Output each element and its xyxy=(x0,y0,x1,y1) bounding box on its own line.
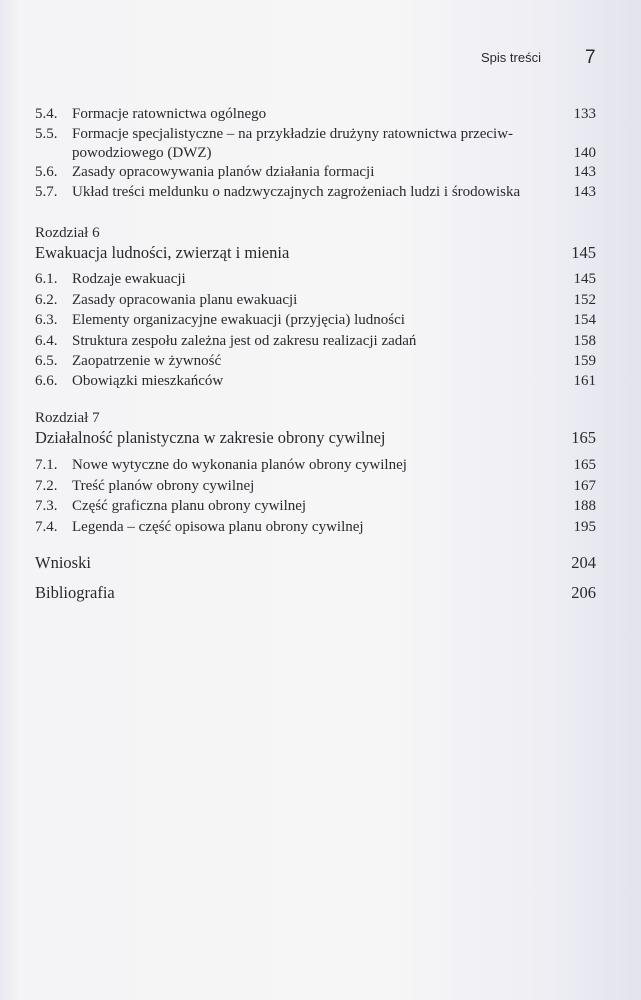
entry-title: Struktura zespołu zależna jest od zakresu realizacji zadań xyxy=(72,333,417,349)
chapter-title: Ewakuacja ludności, zwierząt i mienia xyxy=(35,243,290,262)
entry-title: Rodzaje ewakuacji xyxy=(72,271,186,287)
toc-entry xyxy=(35,476,596,496)
header-page-number: 7 xyxy=(585,47,596,68)
toc-entry xyxy=(35,371,596,391)
entry-title: Układ treści meldunku o nadzwyczajnych zagrożeniach ludzi i środowiska xyxy=(72,184,521,200)
entry-page: 165 xyxy=(573,457,596,473)
toc-entry xyxy=(35,124,596,144)
conclusions-page: 204 xyxy=(571,553,596,572)
entry-title: Część graficzna planu obrony cywilnej xyxy=(72,498,307,514)
entry-number: 5.7. xyxy=(35,184,58,200)
entry-page: 145 xyxy=(573,271,596,287)
toc-entry xyxy=(35,290,596,310)
entry-page: 159 xyxy=(573,353,596,369)
entry-number: 5.6. xyxy=(35,164,58,180)
entry-title: Formacje ratownictwa ogólnego xyxy=(72,106,267,122)
toc-entry xyxy=(35,331,596,351)
entry-page: 161 xyxy=(573,373,596,389)
toc-entry xyxy=(35,310,596,330)
entry-page: 140 xyxy=(573,145,596,161)
entry-page: 143 xyxy=(573,184,596,200)
entry-number: 7.2. xyxy=(35,478,58,494)
toc-bibliography xyxy=(35,583,596,603)
toc-entry xyxy=(35,104,596,124)
entry-title: Elementy organizacyjne ewakuacji (przyjęcia) ludności xyxy=(72,312,405,328)
toc-entry xyxy=(35,517,596,537)
entry-title: Zaopatrzenie w żywność xyxy=(72,353,222,369)
entry-title: Treść planów obrony cywilnej xyxy=(72,478,255,494)
entry-page: 143 xyxy=(573,164,596,180)
conclusions-title: Wnioski xyxy=(35,553,91,572)
toc-conclusions xyxy=(35,553,596,573)
chapter-heading xyxy=(35,243,596,263)
entry-title: Zasady opracowywania planów działania formacji xyxy=(72,164,375,180)
entry-title: Zasady opracowania planu ewakuacji xyxy=(72,292,298,308)
entry-page: 188 xyxy=(573,498,596,514)
toc-entry xyxy=(35,269,596,289)
entry-number: 6.3. xyxy=(35,312,58,328)
toc-entry xyxy=(35,455,596,475)
entry-number: 7.3. xyxy=(35,498,58,514)
entry-title: Obowiązki mieszkańców xyxy=(72,373,224,389)
chapter-page: 145 xyxy=(571,243,596,262)
entry-page: 133 xyxy=(573,106,596,122)
toc-entry xyxy=(35,162,596,182)
bibliography-page: 206 xyxy=(571,583,596,602)
toc-entry xyxy=(35,496,596,516)
entry-number: 6.1. xyxy=(35,271,58,287)
entry-page: 152 xyxy=(573,292,596,308)
chapter-label: Rozdział 6 xyxy=(35,225,100,241)
entry-number: 5.5. xyxy=(35,126,58,142)
chapter-label: Rozdział 7 xyxy=(35,410,100,426)
toc-entry xyxy=(35,351,596,371)
entry-number: 7.1. xyxy=(35,457,58,473)
entry-number: 6.2. xyxy=(35,292,58,308)
entry-number: 5.4. xyxy=(35,106,58,122)
entry-page: 154 xyxy=(573,312,596,328)
entry-title-continued: powodziowego (DWZ) xyxy=(72,145,212,161)
entry-title: Formacje specjalistyczne – na przykładzie drużyny ratownictwa przeciw- xyxy=(72,126,514,142)
toc-entry-continuation xyxy=(72,143,596,163)
bibliography-title: Bibliografia xyxy=(35,583,115,602)
chapter-title: Działalność planistyczna w zakresie obrony cywilnej xyxy=(35,428,386,447)
entry-page: 195 xyxy=(573,519,596,535)
entry-page: 167 xyxy=(573,478,596,494)
entry-number: 6.5. xyxy=(35,353,58,369)
entry-title: Legenda – część opisowa planu obrony cywilnej xyxy=(72,519,364,535)
toc-entry xyxy=(35,182,596,202)
entry-page: 158 xyxy=(573,333,596,349)
entry-number: 7.4. xyxy=(35,519,58,535)
entry-number: 6.4. xyxy=(35,333,58,349)
chapter-heading xyxy=(35,428,596,448)
entry-number: 6.6. xyxy=(35,373,58,389)
header-title: Spis treści xyxy=(481,50,541,65)
entry-title: Nowe wytyczne do wykonania planów obrony cywilnej xyxy=(72,457,407,473)
chapter-page: 165 xyxy=(571,428,596,447)
